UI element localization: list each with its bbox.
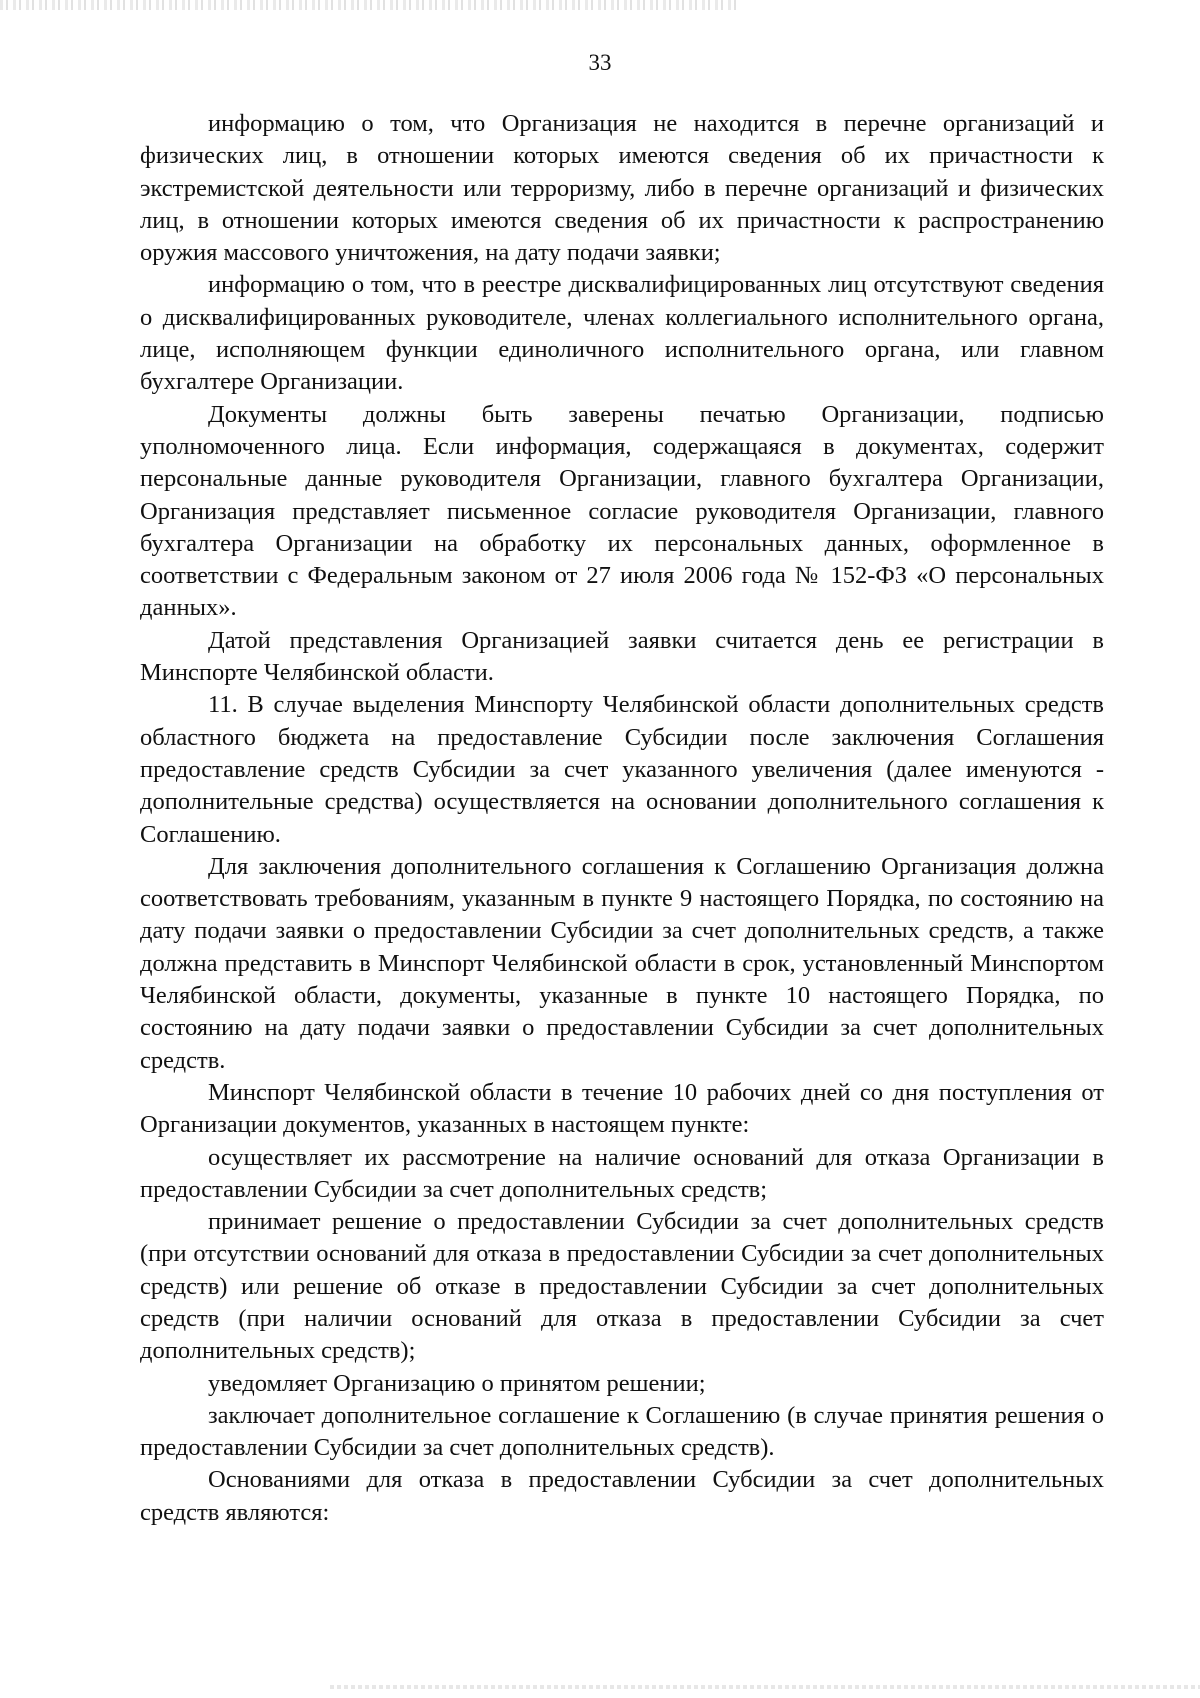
paragraph-additional-agreement: Для заключения дополнительного соглашения к Соглашению Организация должна соответствовать требованиям, указанным в пункте 9 настоящего Порядка, по состоянию на дату подачи заявки о предоставлении Субсидии за счет дополнительных средств, а также должна представить в Минспорт Челябинской области в срок, установленный Минспортом Челябинской области, документы, указанные в пункте 10 настоящего Порядка, по состоянию на дату подачи заявки о предоставлении Субсидии за счет дополнительных средств. xyxy=(140,852,1104,1074)
paragraph-submission-date: Датой представления Организацией заявки считается день ее регистрации в Минспорте Челябинской области. xyxy=(140,626,1104,687)
paragraph-item-11: 11. В случае выделения Минспорту Челябинской области дополнительных средств областного бюджета на предоставление Субсидии после заключения Соглашения предоставление средств Субсидии за счет указанного увеличения (далее именуются - дополнительные средства) осуществляется на основании дополнительного соглашения к Соглашению. xyxy=(140,691,1104,848)
paragraph-refusal-grounds: Основаниями для отказа в предоставлении Субсидии за счет дополнительных средств являются: xyxy=(140,1466,1104,1526)
paragraph-review-period: Минспорт Челябинской области в течение 10 рабочих дней со дня поступления от Организации документов, указанных в настоящем пункте: xyxy=(140,1078,1104,1139)
paragraph-documents-certification: Документы должны быть заверены печатью Организации, подписью уполномоченного лица. Если информация, содержащаяся в документах, содержит персональные данные руководителя Организации, главного бухгалтера Организации, Организация представляет письменное согласие руководителя Организации, главного бухгалтера Организации на обработку их персональных данных, оформленное в соответствии с Федеральным законом от 27 июля 2006 года № 152-ФЗ «О персональных данных». xyxy=(140,400,1104,622)
paragraph-review-grounds: осуществляет их рассмотрение на наличие оснований для отказа Организации в предоставлении Субсидии за счет дополнительных средств; xyxy=(140,1143,1104,1203)
paragraph-conclusion: заключает дополнительное соглашение к Соглашению (в случае принятия решения о предоставлении Субсидии за счет дополнительных средств). xyxy=(140,1401,1104,1462)
paragraph-info-disqualified: информацию о том, что в реестре дисквалифицированных лиц отсутствуют сведения о дисквалифицированных руководителе, членах коллегиального исполнительного органа, лице, исполняющем функции единоличного исполнительного органа, или главном бухгалтере Организации. xyxy=(140,271,1104,396)
page-number: 33 xyxy=(588,50,612,75)
paragraph-info-extremism: информацию о том, что Организация не находится в перечне организаций и физических лиц, в отношении которых имеются сведения об их причастности к экстремистской деятельности или терроризму, либо в перечне организаций и физических лиц, в отношении которых имеются сведения об их причастности к распространению оружия массового уничтожения, на дату подачи заявки; xyxy=(140,110,1104,267)
document-body xyxy=(140,108,1104,1529)
scan-artifact-top xyxy=(0,0,740,10)
paragraph-notification: уведомляет Организацию о принятом решении; xyxy=(208,1369,706,1397)
paragraph-decision: принимает решение о предоставлении Субсидии за счет дополнительных средств (при отсутствии оснований для отказа в предоставлении Субсидии за счет дополнительных средств) или решение об отказе в предоставлении Субсидии за счет дополнительных средств (при наличии оснований для отказа в предоставлении Субсидии за счет дополнительных средств); xyxy=(140,1208,1104,1365)
scan-artifact-bottom xyxy=(330,1685,1200,1689)
